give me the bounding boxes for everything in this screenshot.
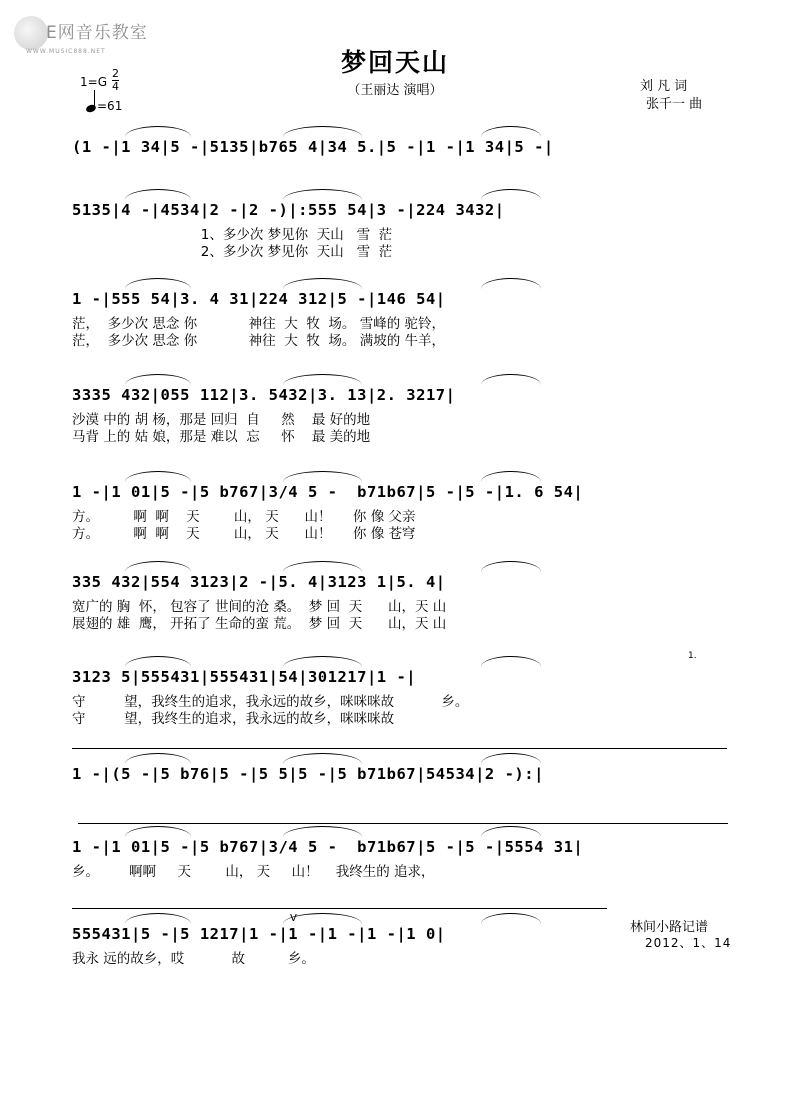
lyric-line: 我永 远的故乡，哎 故 乡。: [72, 951, 315, 967]
notation-line: 5135|4 -|4534|2 -|2 -)|:555 54|3 -|224 3432|: [72, 201, 505, 219]
notation-line: (1 -|1 34|5 -|5135|b765 4|34 5.|5 -|1 -|1 34|5 -|: [72, 138, 554, 156]
time-signature: [112, 68, 119, 93]
notation-line: 1 -|1 01|5 -|5 b767|3/4 5 - b71b67|5 -|5 -|5554 31|: [72, 838, 584, 856]
slur-arc: [125, 656, 191, 667]
slur-arc: [283, 753, 362, 764]
lyric-line: 方。 啊 啊 天 山， 天 山！ 你 像 苍穹: [72, 526, 416, 542]
slur-arc: [125, 278, 191, 289]
slur-arc: [283, 471, 362, 482]
slur-arc: [283, 656, 362, 667]
slur-arc: [481, 913, 540, 924]
lyric-line: 马背 上的 姑 娘，那是 难以 忘 怀 最 美的地: [72, 429, 371, 445]
slur-arc: [283, 374, 362, 385]
slur-arc: [125, 753, 191, 764]
lyric-line: 守 望，我终生的追求，我永远的故乡，咪咪咪故 乡。: [72, 694, 469, 710]
singer-credit: （王丽达 演唱）: [347, 83, 443, 98]
lyric-line: 乡。 啊啊 天 山， 天 山！ 我终生的 追求，: [72, 864, 435, 880]
notation-line: 3123 5|555431|555431|54|301217|1 -|: [72, 668, 417, 686]
slur-arc: [125, 561, 191, 572]
final-bracket: [72, 908, 607, 909]
slur-arc: [125, 471, 191, 482]
slur-arc: [283, 826, 362, 837]
lyric-line: 2、多少次 梦见你 天山 雪 茫: [72, 244, 393, 260]
lyric-line: 茫， 多少次 思念 你 神往 大 牧 场。 满坡的 牛羊，: [72, 333, 445, 349]
lyric-line: 1、多少次 梦见你 天山 雪 茫: [72, 227, 393, 243]
notation-line: 3335 432|055 112|3. 5432|3. 13|2. 3217|: [72, 386, 456, 404]
slur-arc: [125, 913, 191, 924]
slur-arc: [125, 826, 191, 837]
slur-arc: [481, 561, 540, 572]
lyric-line: 守 望，我终生的追求，我永远的故乡，咪咪咪故: [72, 711, 395, 727]
notation-line: 555431|5 -|5 1217|1 -|1 -|1 -|1 -|1 0|: [72, 925, 446, 943]
ending-bracket: [78, 823, 728, 824]
watermark-url: WWW.MUSIC888.NET: [26, 48, 106, 55]
slur-arc: [481, 374, 540, 385]
notation-line: 1 -|1 01|5 -|5 b767|3/4 5 - b71b67|5 -|5 -|1. 6 54|: [72, 483, 584, 501]
slur-arc: [481, 656, 540, 667]
time-signature-denominator: 4: [112, 80, 119, 93]
transcriber-signature: 林间小路记谱: [630, 920, 709, 935]
notation-line: 335 432|554 3123|2 -|5. 4|3123 1|5. 4|: [72, 573, 446, 591]
song-title: 梦回天山: [340, 48, 449, 77]
watermark-brand: E网音乐教室: [46, 23, 148, 43]
lyric-line: 展翅的 雄 鹰， 开拓了 生命的蛮 荒。 梦 回 天 山，天 山: [72, 616, 447, 632]
lyric-line: 茫， 多少次 思念 你 神往 大 牧 场。 雪峰的 驼铃，: [72, 316, 445, 332]
slur-arc: [125, 374, 191, 385]
notation-line: 1 -|555 54|3. 4 31|224 312|5 -|146 54|: [72, 290, 446, 308]
slur-arc: [481, 189, 540, 200]
breath-mark: V: [290, 913, 297, 924]
slur-arc: [283, 189, 362, 200]
slur-arc: [283, 126, 362, 137]
slur-arc: [481, 826, 540, 837]
slur-arc: [481, 753, 540, 764]
notation-line: 1 -|(5 -|5 b76|5 -|5 5|5 -|5 b71b67|54534|2 -):|: [72, 765, 544, 783]
composer-credit: 张千一 曲: [646, 97, 703, 112]
transcription-date: 2012、1、14: [645, 936, 732, 950]
lyric-line: 方。 啊 啊 天 山， 天 山！ 你 像 父亲: [72, 509, 416, 525]
slur-arc: [125, 126, 191, 137]
slur-arc: [481, 471, 540, 482]
key-signature: 1=G: [80, 75, 107, 89]
time-signature-numerator: 2: [112, 67, 119, 80]
slur-arc: [125, 189, 191, 200]
lyric-line: 宽广的 胸 怀， 包容了 世间的沧 桑。 梦 回 天 山，天 山: [72, 599, 447, 615]
volta-bracket: [72, 748, 727, 749]
lyric-line: 沙漠 中的 胡 杨，那是 回归 自 然 最 好的地: [72, 412, 371, 428]
quarter-note-icon: [85, 104, 97, 114]
slur-arc: [283, 561, 362, 572]
slur-arc: [481, 126, 540, 137]
lyricist-credit: 刘 凡 词: [640, 79, 688, 94]
slur-arc: [283, 278, 362, 289]
tempo-mark: =61: [97, 99, 123, 113]
slur-arc: [481, 278, 540, 289]
volta-label: 1.: [688, 651, 697, 661]
